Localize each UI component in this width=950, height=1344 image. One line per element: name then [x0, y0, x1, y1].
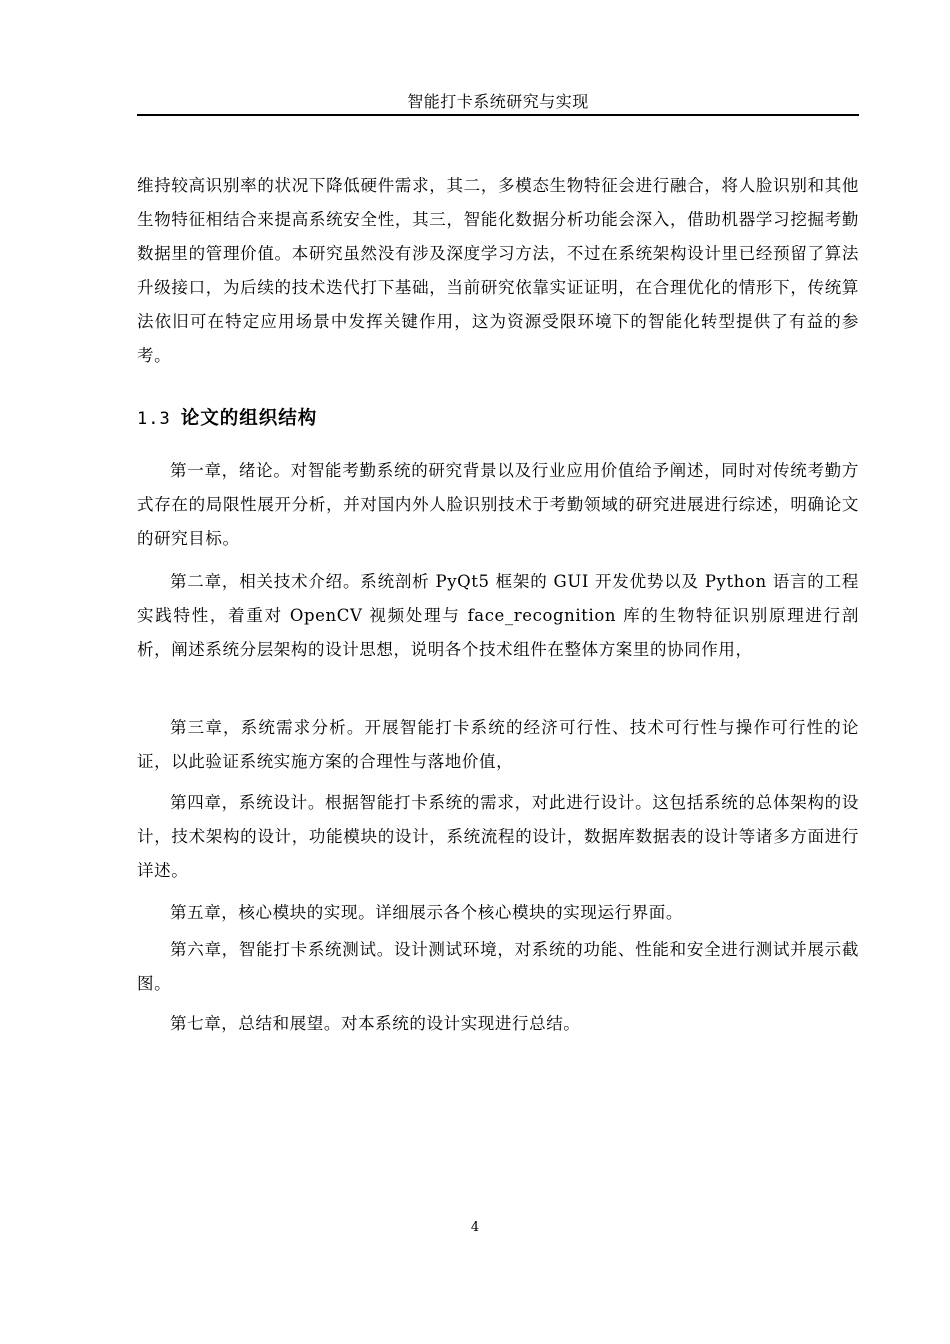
chapter-4-summary: 第四章，系统设计。根据智能打卡系统的需求，对此进行设计。这包括系统的总体架构的设计，技术架构的设计，功能模块的设计，系统流程的设计，数据库数据表的设计等诸多方面进行详述。 — [137, 793, 859, 880]
chapter-6-summary: 第六章，智能打卡系统测试。设计测试环境，对系统的功能、性能和安全进行测试并展示截图。 — [137, 940, 859, 993]
chapter-2-summary: 第二章，相关技术介绍。系统剖析 PyQt5 框架的 GUI 开发优势以及 Python 语言的工程实践特性，着重对 OpenCV 视频处理与 face_recognition 库的生物特征识别原理进行剖析，阐述系统分层架构的设计思想，说明各个技术组件在整体方案里的协同作用， — [137, 572, 859, 659]
chapter-7-summary: 第七章，总结和展望。对本系统的设计实现进行总结。 — [170, 1014, 581, 1033]
running-header: 智能打卡系统研究与实现 — [407, 92, 589, 111]
section-heading — [137, 404, 317, 434]
section-number: 1.3 — [137, 409, 171, 429]
chapter-3-summary: 第三章，系统需求分析。开展智能打卡系统的经济可行性、技术可行性与操作可行性的论证，以此验证系统实施方案的合理性与落地价值， — [137, 718, 859, 771]
section-title: 论文的组织结构 — [180, 408, 318, 429]
chapter-1-summary: 第一章，绪论。对智能考勤系统的研究背景以及行业应用价值给予阐述，同时对传统考勤方式存在的局限性展开分析，并对国内外人脸识别技术于考勤领域的研究进展进行综述，明确论文的研究目标。 — [137, 461, 859, 548]
paragraph-continued: 维持较高识别率的状况下降低硬件需求，其二，多模态生物特征会进行融合，将人脸识别和其他生物特征相结合来提高系统安全性，其三，智能化数据分析功能会深入，借助机器学习挖掘考勤数据里的管理价值。本研究虽然没有涉及深度学习方法，不过在系统架构设计里已经预留了算法升级接口，为后续的技术迭代打下基础，当前研究依靠实证证明，在合理优化的情形下，传统算法依旧可在特定应用场景中发挥关键作用，这为资源受限环境下的智能化转型提供了有益的参考。 — [137, 176, 859, 365]
page-number: 4 — [470, 1220, 480, 1235]
chapter-5-summary: 第五章，核心模块的实现。详细展示各个核心模块的实现运行界面。 — [170, 903, 683, 922]
header-rule — [137, 114, 859, 116]
